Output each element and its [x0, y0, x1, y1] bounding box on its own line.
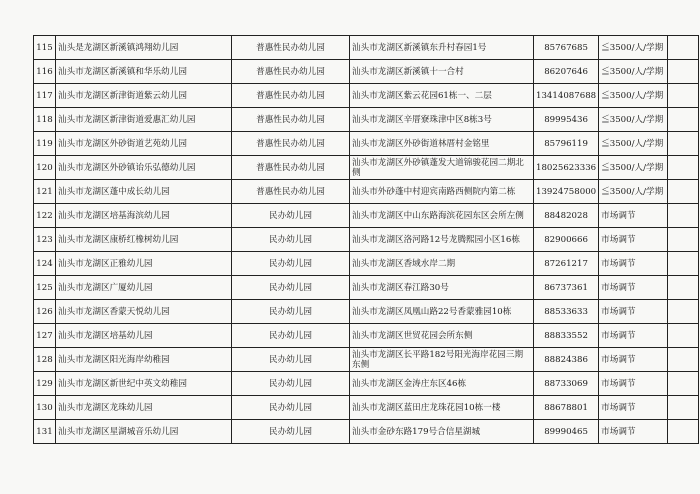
table-row: [34, 396, 699, 420]
fee-standard: 市场调节: [599, 324, 668, 348]
kindergarten-address: 汕头市龙湖区春江路30号: [350, 276, 534, 300]
blank-cell: [668, 204, 699, 228]
kindergarten-phone: 86737361: [534, 276, 599, 300]
kindergarten-name: 汕头市龙湖区新世纪中英文幼稚园: [56, 372, 232, 396]
kindergarten-phone: 88678801: [534, 396, 599, 420]
fee-standard: 市场调节: [599, 372, 668, 396]
kindergarten-name: 汕头是龙湖区新溪镇鸿翔幼儿园: [56, 36, 232, 60]
kindergarten-address: 汕头市龙湖区蓝田庄龙珠花园10栋一楼: [350, 396, 534, 420]
row-number: 116: [34, 60, 56, 84]
table-row: [34, 228, 699, 252]
kindergarten-table: [33, 35, 699, 444]
fee-standard: 市场调节: [599, 396, 668, 420]
row-number: 131: [34, 420, 56, 444]
blank-cell: [668, 348, 699, 372]
fee-standard: ≦3500/人/学期: [599, 132, 668, 156]
fee-standard: ≦3500/人/学期: [599, 84, 668, 108]
kindergarten-name: 汕头市龙湖区广厦幼儿园: [56, 276, 232, 300]
table-row: [34, 324, 699, 348]
blank-cell: [668, 180, 699, 204]
kindergarten-address: 汕头市龙湖区世贸花园会所东侧: [350, 324, 534, 348]
fee-standard: 市场调节: [599, 204, 668, 228]
table-row: [34, 36, 699, 60]
blank-cell: [668, 36, 699, 60]
row-number: 120: [34, 156, 56, 180]
kindergarten-phone: 85796119: [534, 132, 599, 156]
fee-standard: 市场调节: [599, 420, 668, 444]
row-number: 119: [34, 132, 56, 156]
table-row: [34, 180, 699, 204]
kindergarten-type: 民办幼儿园: [232, 204, 350, 228]
row-number: 127: [34, 324, 56, 348]
kindergarten-name: 汕头市龙湖区正雅幼儿园: [56, 252, 232, 276]
table-row: [34, 84, 699, 108]
blank-cell: [668, 228, 699, 252]
kindergarten-address: 汕头市龙湖区洛河路12号龙腾熙园小区16栋: [350, 228, 534, 252]
kindergarten-name: 汕头市龙湖区星湖城音乐幼儿园: [56, 420, 232, 444]
blank-cell: [668, 84, 699, 108]
table-row: [34, 300, 699, 324]
kindergarten-name: 汕头市龙湖区新津街道爱惠汇幼儿园: [56, 108, 232, 132]
fee-standard: 市场调节: [599, 348, 668, 372]
kindergarten-type: 民办幼儿园: [232, 420, 350, 444]
kindergarten-phone: 82900666: [534, 228, 599, 252]
kindergarten-type: 民办幼儿园: [232, 300, 350, 324]
kindergarten-phone: 85767685: [534, 36, 599, 60]
kindergarten-name: 汕头市龙湖区新溪镇和华乐幼儿园: [56, 60, 232, 84]
table-row: [34, 60, 699, 84]
table-row: [34, 204, 699, 228]
kindergarten-name: 汕头市龙湖区外砂镇诒乐弘德幼儿园: [56, 156, 232, 180]
kindergarten-address: 汕头市外砂蓬中村迎宾南路西侧院内第二栋: [350, 180, 534, 204]
row-number: 115: [34, 36, 56, 60]
blank-cell: [668, 132, 699, 156]
kindergarten-phone: 87261217: [534, 252, 599, 276]
blank-cell: [668, 372, 699, 396]
kindergarten-type: 普惠性民办幼儿园: [232, 180, 350, 204]
kindergarten-address: 汕头市龙湖区新溪镇十一合村: [350, 60, 534, 84]
blank-cell: [668, 396, 699, 420]
kindergarten-type: 民办幼儿园: [232, 348, 350, 372]
table-row: [34, 420, 699, 444]
kindergarten-address: 汕头市龙湖区凤凰山路22号香蒙雅园10栋: [350, 300, 534, 324]
kindergarten-phone: 89990465: [534, 420, 599, 444]
kindergarten-phone: 88833552: [534, 324, 599, 348]
blank-cell: [668, 324, 699, 348]
fee-standard: ≦3500/人/学期: [599, 180, 668, 204]
kindergarten-address: 汕头市龙湖区外砂镇蓬发大道锦骏花园二期北侧: [350, 156, 534, 180]
kindergarten-type: 普惠性民办幼儿园: [232, 36, 350, 60]
fee-standard: 市场调节: [599, 300, 668, 324]
row-number: 123: [34, 228, 56, 252]
kindergarten-type: 普惠性民办幼儿园: [232, 60, 350, 84]
row-number: 122: [34, 204, 56, 228]
fee-standard: ≦3500/人/学期: [599, 36, 668, 60]
kindergarten-type: 民办幼儿园: [232, 252, 350, 276]
blank-cell: [668, 108, 699, 132]
fee-standard: 市场调节: [599, 276, 668, 300]
table-row: [34, 108, 699, 132]
table-row: [34, 372, 699, 396]
fee-standard: ≦3500/人/学期: [599, 108, 668, 132]
blank-cell: [668, 60, 699, 84]
kindergarten-phone: 88733069: [534, 372, 599, 396]
kindergarten-address: 汕头市龙湖区长平路182号阳光海岸花园三期东侧: [350, 348, 534, 372]
kindergarten-address: 汕头市龙湖区新溪镇东升村春园1号: [350, 36, 534, 60]
kindergarten-phone: 88533633: [534, 300, 599, 324]
fee-standard: ≦3500/人/学期: [599, 156, 668, 180]
fee-standard: ≦3500/人/学期: [599, 60, 668, 84]
kindergarten-address: 汕头市龙湖区辛厝寮珠津中区8栋3号: [350, 108, 534, 132]
kindergarten-name: 汕头市龙湖区培基海滨幼儿园: [56, 204, 232, 228]
kindergarten-name: 汕头市龙湖区龙珠幼儿园: [56, 396, 232, 420]
kindergarten-type: 普惠性民办幼儿园: [232, 132, 350, 156]
kindergarten-name: 汕头市龙湖区外砂街道艺苑幼儿园: [56, 132, 232, 156]
blank-cell: [668, 276, 699, 300]
kindergarten-address: 汕头市龙湖区紫云花园61栋一、二层: [350, 84, 534, 108]
row-number: 118: [34, 108, 56, 132]
row-number: 128: [34, 348, 56, 372]
table-row: [34, 348, 699, 372]
kindergarten-name: 汕头市龙湖区香蒙天悦幼儿园: [56, 300, 232, 324]
row-number: 125: [34, 276, 56, 300]
table-row: [34, 276, 699, 300]
kindergarten-name: 汕头市龙湖区新津街道紫云幼儿园: [56, 84, 232, 108]
kindergarten-type: 民办幼儿园: [232, 276, 350, 300]
row-number: 124: [34, 252, 56, 276]
kindergarten-name: 汕头市龙湖区培基幼儿园: [56, 324, 232, 348]
kindergarten-phone: 86207646: [534, 60, 599, 84]
table-row: [34, 252, 699, 276]
kindergarten-phone: 88482028: [534, 204, 599, 228]
kindergarten-type: 普惠性民办幼儿园: [232, 84, 350, 108]
kindergarten-type: 民办幼儿园: [232, 324, 350, 348]
kindergarten-type: 民办幼儿园: [232, 228, 350, 252]
kindergarten-phone: 13924758000: [534, 180, 599, 204]
blank-cell: [668, 252, 699, 276]
blank-cell: [668, 420, 699, 444]
kindergarten-name: 汕头市龙湖区阳光海岸幼稚园: [56, 348, 232, 372]
kindergarten-phone: 88824386: [534, 348, 599, 372]
row-number: 117: [34, 84, 56, 108]
kindergarten-address: 汕头市龙湖区金涛庄东区46栋: [350, 372, 534, 396]
kindergarten-address: 汕头市金砂东路179号合信星湖城: [350, 420, 534, 444]
kindergarten-type: 普惠性民办幼儿园: [232, 108, 350, 132]
table-body: [34, 36, 699, 444]
table-row: [34, 156, 699, 180]
table-row: [34, 132, 699, 156]
fee-standard: 市场调节: [599, 252, 668, 276]
kindergarten-address: 汕头市龙湖区外砂街道林厝村金铭里: [350, 132, 534, 156]
kindergarten-name: 汕头市龙湖区康桥红橡树幼儿园: [56, 228, 232, 252]
kindergarten-type: 民办幼儿园: [232, 396, 350, 420]
kindergarten-name: 汕头市龙湖区蓬中成长幼儿园: [56, 180, 232, 204]
kindergarten-address: 汕头市龙湖区中山东路海滨花园东区会所左侧: [350, 204, 534, 228]
blank-cell: [668, 300, 699, 324]
kindergarten-phone: 18025623336: [534, 156, 599, 180]
fee-standard: 市场调节: [599, 228, 668, 252]
kindergarten-address: 汕头市龙湖区香域水岸二期: [350, 252, 534, 276]
row-number: 126: [34, 300, 56, 324]
kindergarten-type: 普惠性民办幼儿园: [232, 156, 350, 180]
row-number: 121: [34, 180, 56, 204]
row-number: 129: [34, 372, 56, 396]
kindergarten-phone: 89995436: [534, 108, 599, 132]
kindergarten-phone: 13414087688: [534, 84, 599, 108]
kindergarten-type: 民办幼儿园: [232, 372, 350, 396]
row-number: 130: [34, 396, 56, 420]
blank-cell: [668, 156, 699, 180]
